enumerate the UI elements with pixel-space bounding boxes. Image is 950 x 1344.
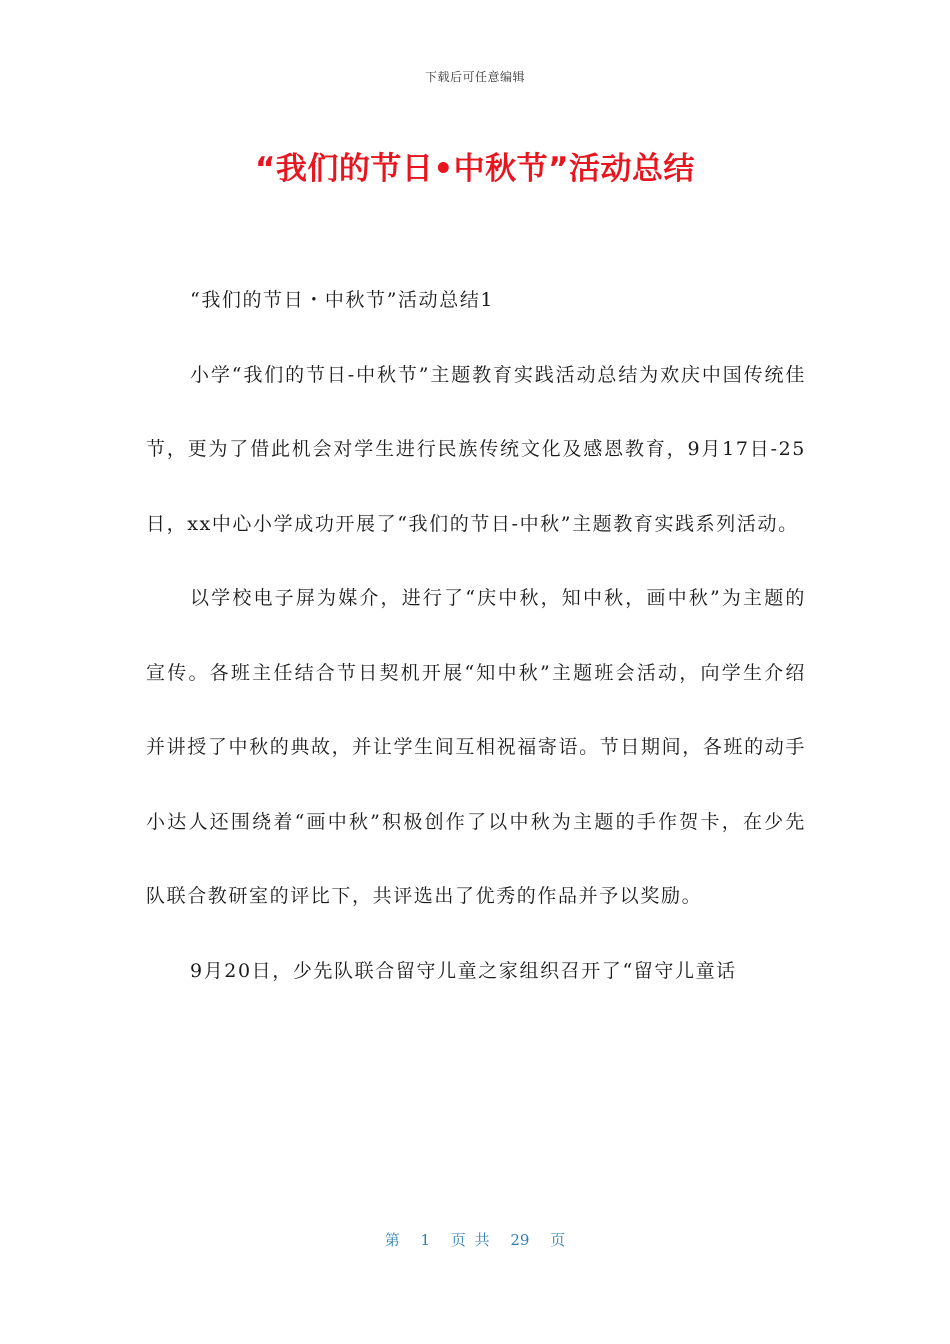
paragraph: 小学“我们的节日-中秋节”主题教育实践活动总结为欢庆中国传统佳节，更为了借此机会对学生进行民族传统文化及感恩教育，9月17日-25日，xx中心小学成功开展了“我们的节日-中秋”主题教育实践系列活动。 <box>146 363 806 535</box>
paragraph: 9月20日，少先队联合留守儿童之家组织召开了“留守儿童话 <box>190 959 737 982</box>
document-title: “我们的节日•中秋节”活动总结 <box>254 151 696 187</box>
document-body <box>146 263 806 1008</box>
section-heading: “我们的节日・中秋节”活动总结1 <box>190 289 495 311</box>
page-label: 第 <box>384 1231 400 1249</box>
page-end-label: 页 <box>550 1231 566 1249</box>
paragraph: 以学校电子屏为媒介，进行了“庆中秋，知中秋，画中秋”为主题的宣传。各班主任结合节日契机开展“知中秋”主题班会活动，向学生介绍并讲授了中秋的典故，并让学生间互相祝福寄语。节日期间，各班的动手小达人还围绕着“画中秋”积极创作了以中秋为主题的手作贺卡，在少先队联合教研室的评比下，共评选出了优秀的作品并予以奖励。 <box>146 587 806 907</box>
current-page-number: 1 <box>420 1231 431 1249</box>
header-note: 下载后可任意编辑 <box>424 70 525 84</box>
page-footer <box>0 1229 950 1250</box>
page-of-label: 页 共 <box>450 1231 490 1249</box>
total-pages-number: 29 <box>510 1231 530 1249</box>
